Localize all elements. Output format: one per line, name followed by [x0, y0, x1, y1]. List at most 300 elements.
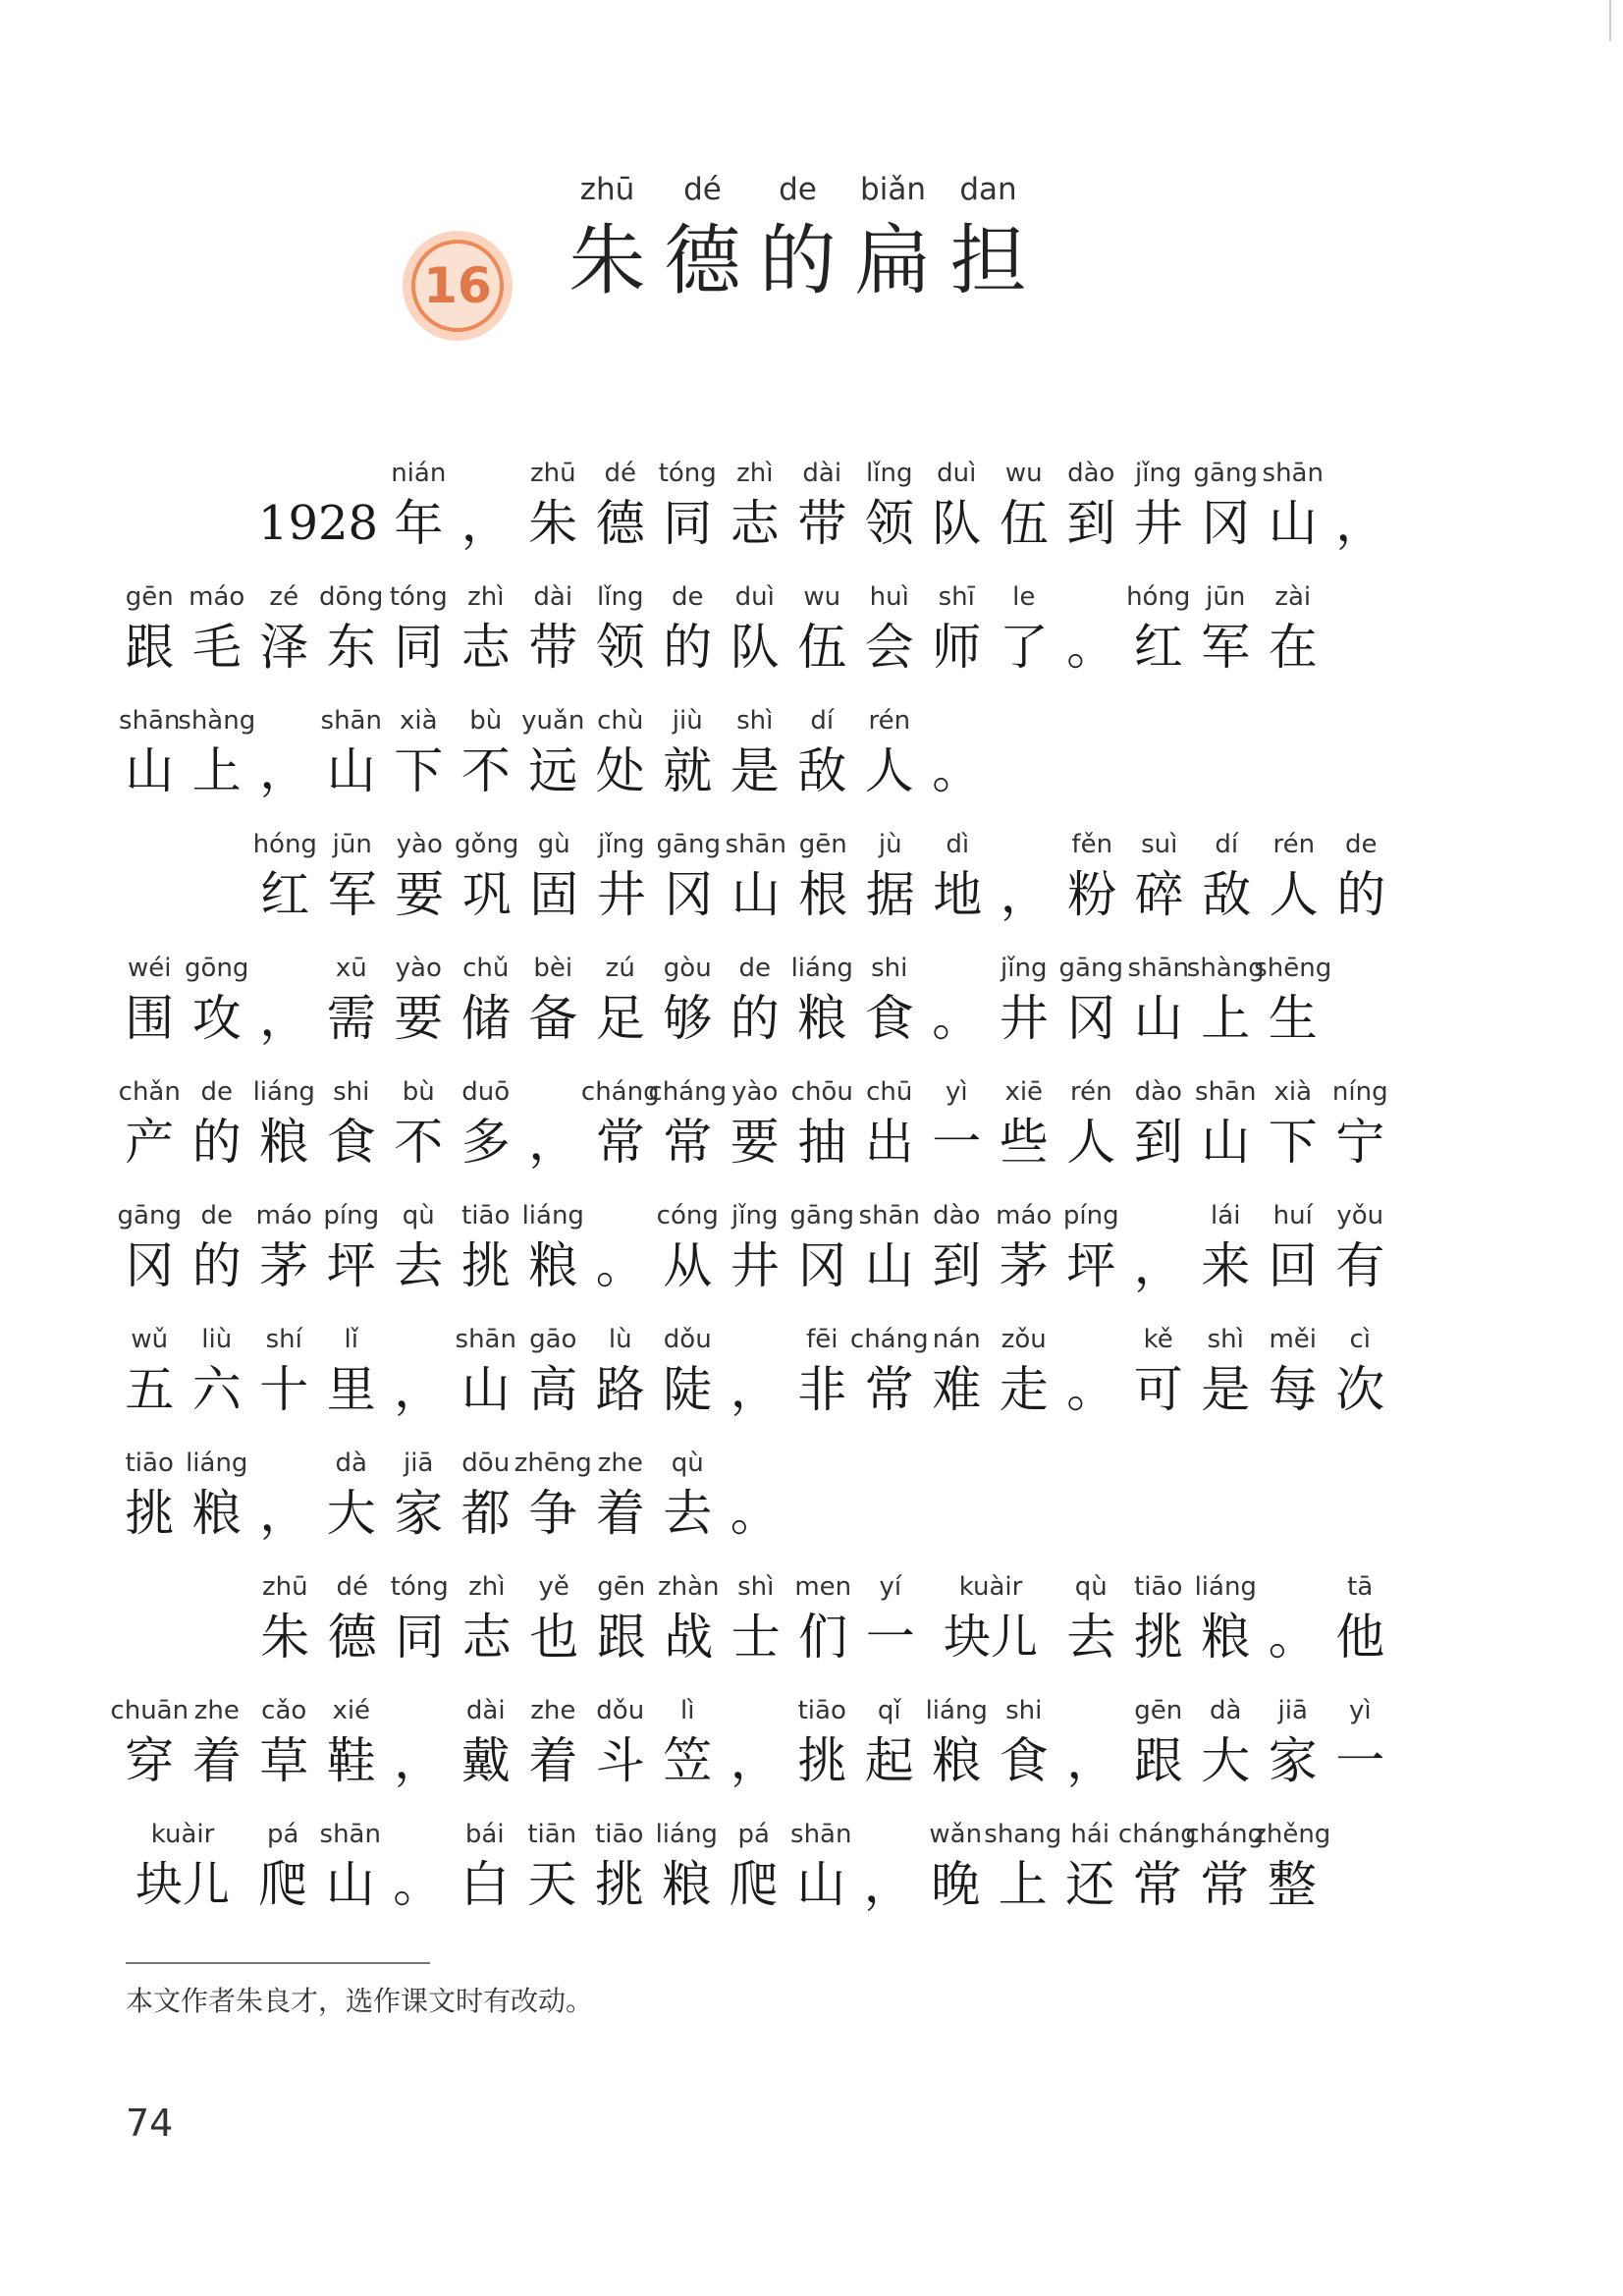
pinyin: shān	[858, 1201, 920, 1230]
ruby-char	[587, 454, 655, 554]
hanzi: 领	[864, 495, 914, 552]
ruby-char	[654, 1444, 722, 1544]
hanzi: 常	[663, 1114, 713, 1171]
ruby-char	[1125, 454, 1193, 554]
pinyin: jūn	[332, 830, 372, 859]
ruby-char	[110, 1691, 189, 1791]
hanzi: 。	[730, 1485, 780, 1542]
ruby-char	[587, 701, 655, 801]
hanzi: 。	[1066, 1361, 1116, 1418]
hanzi: 粮	[528, 1237, 578, 1294]
punctuation	[722, 1691, 789, 1791]
pinyin: qù	[671, 1449, 704, 1478]
ruby-char	[654, 949, 722, 1049]
pinyin: gāng	[1058, 954, 1123, 983]
title-pinyin: zhū	[579, 172, 635, 207]
hanzi: 去	[394, 1237, 444, 1294]
punctuation	[1057, 1320, 1125, 1420]
hanzi: 宁	[1335, 1114, 1385, 1171]
ruby-char	[250, 577, 318, 678]
pinyin: suì	[1141, 830, 1178, 859]
pinyin: dà	[335, 1449, 367, 1478]
hanzi: 块儿	[943, 1610, 1038, 1665]
ruby-char	[922, 1815, 990, 1915]
pinyin: gāo	[529, 1325, 577, 1354]
hanzi: 着	[528, 1732, 578, 1789]
hanzi: 是	[730, 742, 780, 799]
hanzi: 出	[864, 1114, 914, 1171]
hanzi: 他	[1335, 1609, 1385, 1666]
hanzi: 有	[1335, 1237, 1385, 1294]
hanzi: 足	[595, 990, 645, 1047]
punctuation	[519, 1072, 587, 1173]
hanzi: 井	[596, 866, 646, 923]
ruby-char	[116, 949, 184, 1049]
pinyin: jiù	[672, 706, 703, 736]
pinyin: de	[200, 1077, 233, 1107]
pinyin: máo	[189, 582, 245, 612]
text-line	[116, 577, 1382, 701]
hanzi: 大	[1201, 1732, 1251, 1789]
pinyin: le	[1012, 582, 1036, 612]
ruby-char	[250, 1691, 318, 1791]
pinyin: gǒng	[455, 830, 519, 859]
pinyin: rén	[1272, 830, 1316, 859]
ruby-char	[519, 1691, 587, 1791]
ruby-char	[856, 1691, 924, 1791]
hanzi: 山	[1201, 1114, 1251, 1171]
hanzi: 师	[932, 619, 982, 676]
hanzi: 粮	[662, 1856, 712, 1913]
hanzi: 备	[528, 990, 578, 1047]
hanzi: 同	[663, 495, 713, 552]
pinyin: tóng	[658, 459, 717, 488]
text-line	[116, 454, 1385, 577]
ruby-char	[654, 1196, 722, 1296]
pinyin: píng	[1062, 1201, 1119, 1230]
hanzi: 从	[663, 1237, 713, 1294]
ruby-char	[184, 1691, 251, 1791]
pinyin: cǎo	[261, 1696, 307, 1725]
ruby-char	[991, 1320, 1058, 1420]
pinyin: gòu	[663, 954, 712, 983]
hanzi: 上	[1201, 990, 1251, 1047]
pinyin: yì	[945, 1077, 968, 1107]
hanzi: 山	[460, 1361, 511, 1418]
hanzi: 坪	[326, 1237, 376, 1294]
text-line	[116, 825, 1386, 949]
hanzi: 年	[394, 495, 444, 552]
hanzi: 起	[864, 1732, 914, 1789]
pinyin: yuǎn	[521, 706, 585, 736]
hanzi: 走	[999, 1361, 1049, 1418]
ruby-char	[587, 1444, 655, 1544]
hanzi: 会	[864, 619, 914, 676]
pinyin: lǐng	[866, 459, 913, 488]
ruby-char	[722, 1072, 789, 1173]
hanzi: 抽	[797, 1114, 847, 1171]
text-line	[110, 1691, 1385, 1815]
pinyin: zhàn	[657, 1572, 720, 1602]
ruby-char	[580, 1072, 660, 1173]
title-char	[655, 167, 750, 310]
ruby-char	[116, 701, 184, 801]
ruby-char	[588, 825, 656, 925]
ruby-char	[991, 454, 1058, 554]
hanzi: 。	[932, 742, 982, 799]
ruby-char	[788, 949, 856, 1049]
hanzi: 挑	[594, 1856, 644, 1913]
hanzi: 食	[864, 990, 914, 1047]
hanzi: 去	[663, 1485, 713, 1542]
hanzi: 地	[933, 866, 983, 923]
hanzi: 了	[999, 619, 1049, 676]
ruby-char	[1057, 1196, 1125, 1296]
pinyin: měi	[1269, 1325, 1318, 1354]
pinyin: shi	[871, 954, 908, 983]
hanzi: 冈	[125, 1237, 175, 1294]
punctuation	[1260, 1567, 1327, 1667]
pinyin: shān	[320, 706, 382, 736]
hanzi: 常	[864, 1361, 914, 1418]
pinyin: yào	[396, 830, 443, 859]
pinyin: wǎn	[929, 1820, 983, 1849]
ruby-char	[654, 577, 722, 678]
punctuation	[1057, 577, 1125, 678]
ruby-char	[991, 949, 1058, 1049]
punctuation	[250, 949, 318, 1049]
ruby-char	[588, 1567, 656, 1667]
hanzi: 争	[528, 1485, 578, 1542]
hanzi: 泽	[259, 619, 309, 676]
pinyin: chǔ	[462, 954, 510, 983]
pinyin: shān	[1127, 954, 1189, 983]
ruby-char	[519, 577, 587, 678]
ruby-char	[519, 949, 587, 1049]
footnote-divider	[126, 1962, 430, 1964]
pinyin: shàng	[1186, 954, 1265, 983]
text-line	[116, 1072, 1388, 1196]
pinyin: de	[1345, 830, 1378, 859]
hanzi: 山	[326, 742, 376, 799]
ruby-char	[587, 1320, 655, 1420]
hanzi: 茅	[999, 1237, 1049, 1294]
pinyin: shēng	[1254, 954, 1332, 983]
pinyin: tóng	[390, 1572, 449, 1602]
pinyin: zhì	[468, 1572, 506, 1602]
hanzi: 到	[1066, 495, 1116, 552]
hanzi: 都	[460, 1485, 511, 1542]
hanzi: 一	[865, 1609, 915, 1666]
hanzi: ，	[863, 1856, 913, 1913]
pinyin: máo	[996, 1201, 1053, 1230]
ruby-char	[386, 825, 454, 925]
ruby-char	[723, 1567, 790, 1667]
ruby-char	[1056, 1815, 1124, 1915]
hanzi: 山	[325, 1856, 375, 1913]
ruby-char	[453, 577, 520, 678]
hanzi: 。	[595, 1237, 645, 1294]
hanzi: 挑	[125, 1485, 175, 1542]
ruby-char	[453, 1444, 520, 1544]
pinyin: jǐng	[731, 1201, 779, 1230]
hanzi: 冈	[664, 866, 714, 923]
pinyin: dé	[336, 1572, 368, 1602]
hanzi: ，	[1066, 1732, 1116, 1789]
ruby-char	[849, 1320, 929, 1420]
ruby-char	[788, 454, 856, 554]
hanzi: 够	[663, 990, 713, 1047]
pinyin: dí	[810, 706, 835, 736]
pinyin: fēi	[806, 1325, 839, 1354]
pinyin: tiāo	[1134, 1572, 1183, 1602]
ruby-char	[789, 1567, 857, 1667]
hanzi: 路	[595, 1361, 645, 1418]
pinyin: chū	[866, 1077, 913, 1107]
pinyin: wǔ	[131, 1325, 169, 1354]
pinyin: men	[794, 1572, 852, 1602]
ruby-char	[251, 825, 319, 925]
pinyin: shān	[1195, 1077, 1257, 1107]
pinyin: shang	[984, 1820, 1062, 1849]
pinyin: zé	[269, 582, 299, 612]
punctuation	[250, 1444, 318, 1544]
pinyin: lì	[680, 1696, 695, 1725]
ruby-char	[249, 1815, 317, 1915]
ruby-char	[184, 1320, 251, 1420]
pinyin: qǐ	[877, 1696, 901, 1725]
pinyin: liáng	[252, 1077, 315, 1107]
ruby-char	[318, 1196, 386, 1296]
ruby-char	[318, 949, 386, 1049]
ruby-char	[787, 1815, 855, 1915]
hanzi: 红	[260, 866, 310, 923]
lesson-text	[110, 454, 1388, 1939]
ruby-char	[453, 949, 520, 1049]
ruby-char	[184, 1072, 251, 1173]
pinyin: yào	[395, 954, 442, 983]
hanzi: 冈	[1201, 495, 1251, 552]
ruby-char	[385, 1444, 453, 1544]
pinyin: pá	[737, 1820, 770, 1849]
hanzi: 带	[797, 495, 847, 552]
pinyin: dì	[946, 830, 970, 859]
hanzi: 志	[730, 495, 780, 552]
pinyin: hóng	[252, 830, 317, 859]
ruby-char	[924, 825, 992, 925]
punctuation	[385, 1320, 453, 1420]
title-pinyin: biǎn	[860, 172, 926, 207]
ruby-char	[723, 825, 790, 925]
hanzi: 。	[393, 1856, 443, 1913]
pinyin: jǐng	[1001, 954, 1048, 983]
hanzi: 的	[663, 619, 713, 676]
pinyin: zhe	[530, 1696, 576, 1725]
hanzi: 朱	[528, 495, 578, 552]
ruby-char	[318, 1691, 386, 1791]
pinyin: dōng	[319, 582, 384, 612]
hanzi: 里	[326, 1361, 376, 1418]
hanzi: 六	[191, 1361, 242, 1418]
pinyin: bù	[402, 1077, 435, 1107]
hanzi: 山	[796, 1856, 846, 1913]
hanzi: 德	[327, 1609, 377, 1666]
ruby-char	[318, 701, 386, 801]
hanzi: 粮	[259, 1114, 309, 1171]
hanzi: 是	[1201, 1361, 1251, 1418]
hanzi: 朱	[260, 1609, 310, 1666]
hanzi: 常	[1200, 1856, 1250, 1913]
pinyin: jǐng	[1135, 459, 1182, 488]
pinyin: gēn	[125, 582, 174, 612]
pinyin: zhe	[597, 1449, 643, 1478]
pinyin: shàng	[178, 706, 256, 736]
ruby-char	[991, 1196, 1058, 1296]
ruby-char	[385, 701, 453, 801]
ruby-char	[184, 949, 251, 1049]
hanzi: 爬	[729, 1856, 779, 1913]
pinyin: jù	[878, 830, 902, 859]
pinyin: chǎn	[118, 1077, 181, 1107]
title-pinyin: dé	[683, 172, 722, 207]
hanzi: 下	[1268, 1114, 1318, 1171]
hanzi: 就	[663, 742, 713, 799]
ruby-char	[923, 454, 991, 554]
hanzi: 次	[1335, 1361, 1385, 1418]
hanzi: 十	[259, 1361, 309, 1418]
pinyin: tiān	[527, 1820, 577, 1849]
ruby-char	[586, 1815, 654, 1915]
hanzi: 斗	[595, 1732, 645, 1789]
hanzi: ，	[259, 990, 309, 1047]
hanzi: 根	[798, 866, 848, 923]
pinyin: xià	[399, 706, 438, 736]
pinyin: tiāo	[125, 1449, 174, 1478]
ruby-char	[788, 1320, 856, 1420]
pinyin: lǐ	[344, 1325, 358, 1354]
title-char	[845, 167, 941, 310]
pinyin: dào	[1134, 1077, 1182, 1107]
hanzi: 山	[1268, 495, 1318, 552]
ruby-char	[788, 1196, 856, 1296]
pinyin: bù	[469, 706, 503, 736]
pinyin: zài	[1274, 582, 1312, 612]
ruby-char	[1260, 454, 1327, 554]
hanzi: 回	[1268, 1237, 1318, 1294]
pinyin: zǒu	[1001, 1325, 1047, 1354]
pinyin: dǒu	[596, 1696, 645, 1725]
pinyin: lǐng	[597, 582, 644, 612]
title-char	[560, 167, 655, 310]
hanzi: 毛	[191, 619, 242, 676]
ruby-char	[116, 1815, 249, 1915]
pinyin: gēn	[597, 1572, 646, 1602]
pinyin: de	[672, 582, 704, 612]
hanzi: 家	[394, 1485, 444, 1542]
hanzi: 据	[865, 866, 915, 923]
title-hanzi: 担	[949, 217, 1027, 305]
pinyin: bái	[464, 1820, 505, 1849]
hanzi: 穿	[125, 1732, 175, 1789]
ruby-char	[1125, 949, 1193, 1049]
hanzi: 陡	[663, 1361, 713, 1418]
ruby-char	[519, 701, 587, 801]
punctuation	[385, 1691, 453, 1791]
pinyin: cháng	[580, 1077, 660, 1107]
pinyin: dé	[604, 459, 636, 488]
hanzi: 高	[528, 1361, 578, 1418]
ruby-char	[722, 949, 789, 1049]
pinyin: shi	[1005, 1696, 1043, 1725]
pinyin: cóng	[656, 1201, 719, 1230]
ruby-char	[1117, 1815, 1197, 1915]
hanzi: 要	[394, 990, 444, 1047]
hanzi: 的	[191, 1237, 242, 1294]
hanzi: 冈	[797, 1237, 847, 1294]
hanzi: 的	[730, 990, 780, 1047]
pinyin: dōu	[461, 1449, 511, 1478]
page-number: 74	[126, 2102, 174, 2145]
text-line	[116, 1444, 1382, 1567]
pinyin: zhēng	[514, 1449, 592, 1478]
hanzi: 笠	[663, 1732, 713, 1789]
punctuation	[923, 701, 991, 801]
ruby-char	[856, 1072, 924, 1173]
lesson-title	[560, 167, 1036, 310]
ruby-char	[1260, 1691, 1327, 1791]
hanzi: 志	[460, 619, 511, 676]
hanzi: 非	[797, 1361, 847, 1418]
pinyin: yào	[731, 1077, 779, 1107]
hanzi: 围	[125, 990, 175, 1047]
ruby-char	[1260, 1196, 1327, 1296]
pinyin: wu	[1004, 459, 1043, 488]
pinyin: píng	[323, 1201, 380, 1230]
ruby-char	[856, 454, 924, 554]
hanzi: 同	[394, 619, 444, 676]
pinyin: zú	[605, 954, 635, 983]
pinyin: fěn	[1071, 830, 1113, 859]
footnote: 本文作者朱良才，选作课文时有改动。	[126, 1985, 594, 2017]
pinyin: zhì	[736, 459, 774, 488]
title-hanzi: 扁	[854, 217, 932, 305]
pinyin: tóng	[389, 582, 448, 612]
hanzi: ，	[259, 742, 309, 799]
ruby-char	[857, 1567, 925, 1667]
hanzi: 伍	[797, 619, 847, 676]
hanzi: 冈	[1066, 990, 1116, 1047]
ruby-char	[857, 825, 925, 925]
pinyin: yí	[879, 1572, 902, 1602]
punctuation	[1326, 454, 1394, 554]
ruby-char	[1192, 577, 1260, 678]
pinyin: chù	[597, 706, 644, 736]
pinyin: liù	[201, 1325, 233, 1354]
hanzi: 坪	[1066, 1237, 1116, 1294]
pinyin: xià	[1273, 1077, 1313, 1107]
ruby-char	[587, 949, 655, 1049]
hanzi: 人	[1269, 866, 1319, 923]
hanzi: 到	[1133, 1114, 1183, 1171]
ruby-char	[788, 577, 856, 678]
ruby-char	[722, 701, 789, 801]
pinyin: yě	[538, 1572, 569, 1602]
pinyin: liáng	[1194, 1572, 1257, 1602]
ruby-char	[722, 454, 789, 554]
ruby-char	[319, 825, 387, 925]
punctuation	[923, 949, 991, 1049]
hanzi: 跟	[596, 1609, 646, 1666]
